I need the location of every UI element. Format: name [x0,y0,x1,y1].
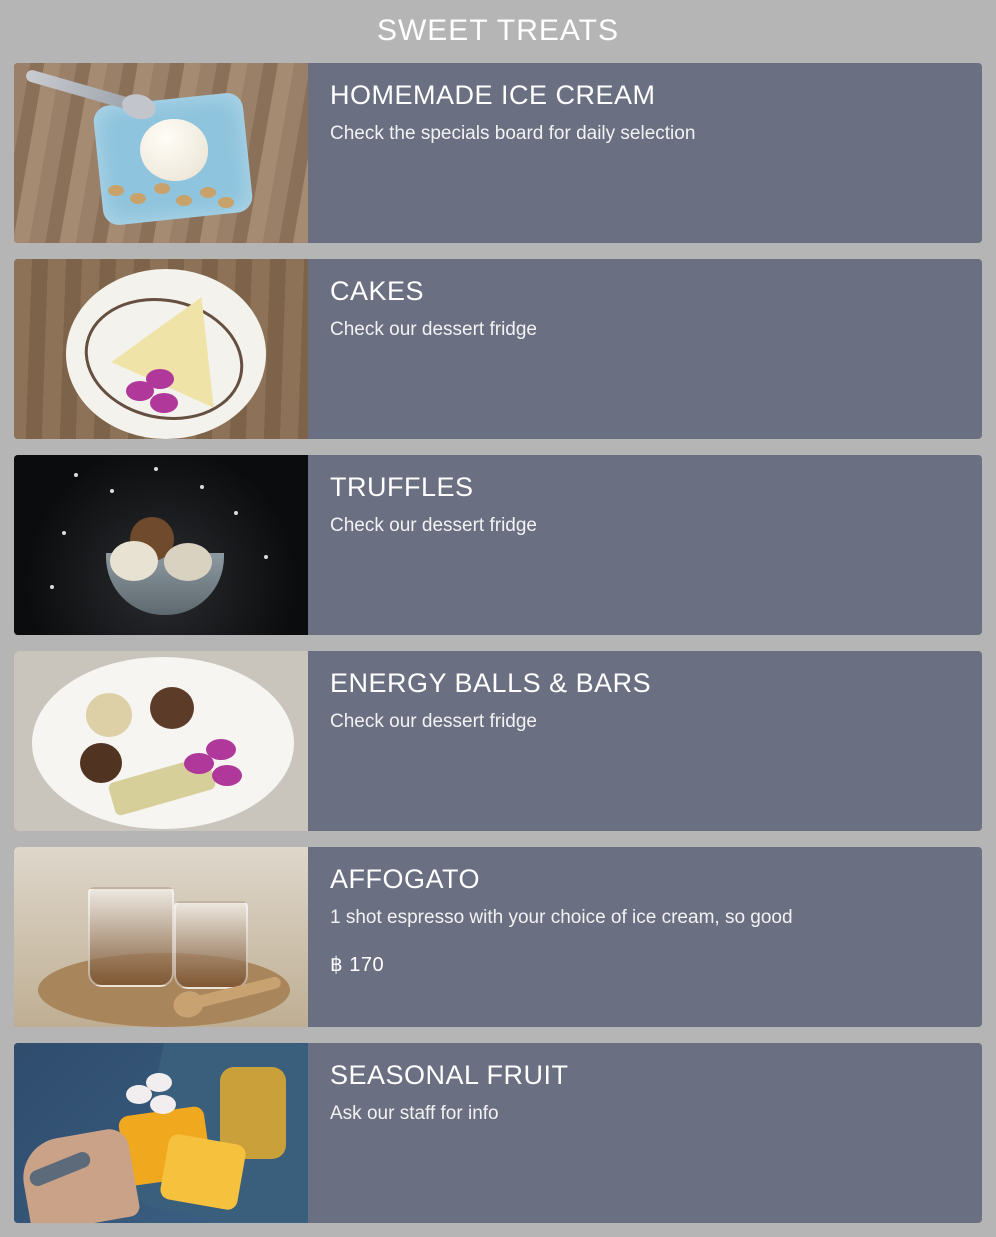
ice-cream-photo [14,63,308,243]
menu-item-card[interactable] [14,1043,982,1223]
truffles-photo [14,455,308,635]
menu-item-description: Ask our staff for info [330,1102,499,1124]
menu-item-description: Check our dessert fridge [330,710,537,732]
menu-item-name: HOMEMADE ICE CREAM [330,80,656,110]
energy-balls-photo [14,651,308,831]
menu-item-details [308,259,982,439]
menu-item-card[interactable] [14,259,982,439]
menu-item-price: ฿ 170 [330,954,385,977]
menu-items-list [0,63,996,1237]
menu-item-description: Check the specials board for daily selection [330,122,696,144]
menu-item-description: Check our dessert fridge [330,318,537,340]
menu-item-details [308,847,982,1027]
menu-item-details [308,455,982,635]
menu-item-name: CAKES [330,276,425,306]
cake-slice-photo [14,259,308,439]
menu-item-card[interactable] [14,651,982,831]
affogato-photo [14,847,308,1027]
menu-item-name: TRUFFLES [330,472,474,502]
menu-item-description: 1 shot espresso with your choice of ice cream, so good [330,906,793,928]
menu-item-card[interactable] [14,63,982,243]
menu-item-details [308,651,982,831]
seasonal-fruit-photo [14,1043,308,1223]
page-title: SWEET TREATS [376,14,620,47]
menu-item-description: Check our dessert fridge [330,514,537,536]
menu-item-details [308,1043,982,1223]
menu-item-name: SEASONAL FRUIT [330,1060,569,1090]
menu-item-card[interactable] [14,847,982,1027]
menu-item-card[interactable] [14,455,982,635]
menu-item-name: ENERGY BALLS & BARS [330,668,652,698]
menu-item-name: AFFOGATO [330,864,481,894]
menu-item-details [308,63,982,243]
